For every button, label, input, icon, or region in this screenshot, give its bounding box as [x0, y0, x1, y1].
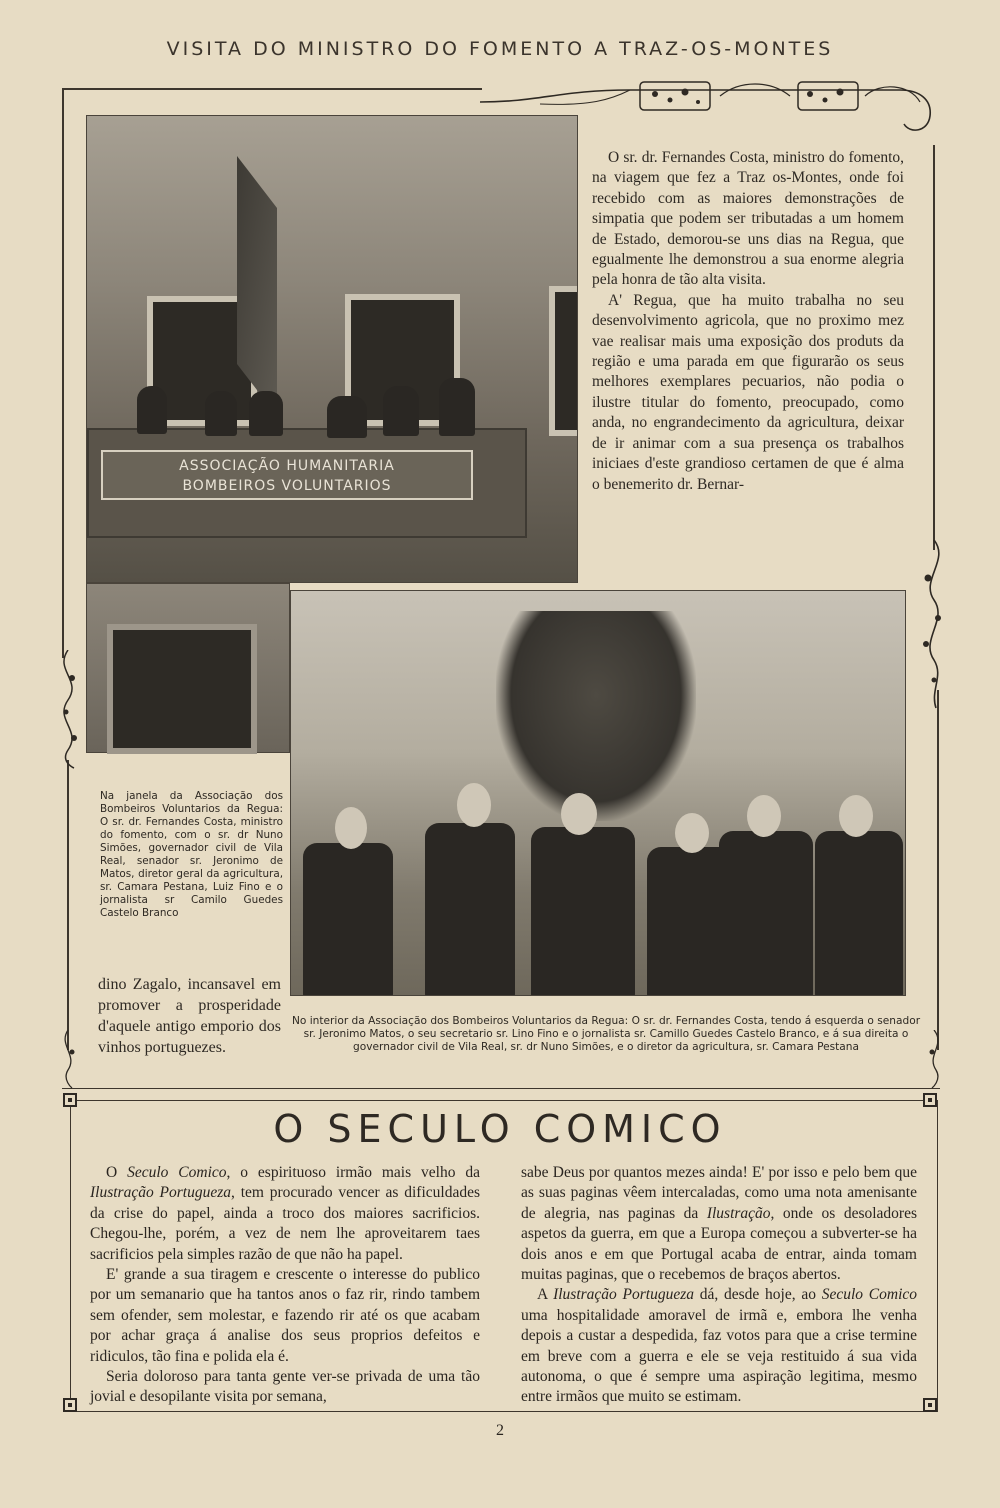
photo-person: [327, 396, 367, 438]
article-paragraph-2: A' Regua, que ha muito trabalha no seu desenvolvimento agricola, que no proximo mez vae realisar mais uma exposição dos produts da região e uma parada em que figurarão os seus melhores exemplares pecuarios, não podia o ilustre titular do fomento, preocupado, como anda, no engrandecimento da agricultura, deixar de ir animar com a sua presença os trabalhos iniciaes d'este grandioso certamen de que é alma o benemerito dr. Bernar-: [592, 291, 904, 493]
photo-window-far-right: [549, 286, 578, 436]
seculo-left-paragraph-3: Seria doloroso para tanta gente ver-se privada de uma tão jovial e desopilante visita por semana,: [90, 1368, 480, 1406]
photo-person: [815, 831, 903, 996]
plaque-line-2: BOMBEIROS VOLUNTARIOS: [182, 478, 392, 494]
photo-person: [303, 843, 393, 996]
ornament-right-bottom-icon: [918, 1030, 948, 1090]
seculo-right-column: [521, 1163, 917, 1408]
seculo-left-paragraph-1: [90, 1163, 480, 1265]
corner-square-icon: [63, 1093, 77, 1107]
photo-door: [107, 624, 257, 754]
photo-head: [335, 807, 367, 849]
photo-balcony-lower: [86, 583, 290, 753]
seculo-comico-title: O SECULO COMICO: [273, 1107, 727, 1151]
corner-square-icon: [923, 1398, 937, 1412]
text-run: O: [106, 1164, 128, 1181]
photo-balcony: [86, 115, 578, 583]
article-paragraph-1: O sr. dr. Fernandes Costa, ministro do fomento, na viagem que fez a Traz os-Montes, onde foi recebido com as maiores demonstrações de simpatia que podem ser tributadas a um homem de Estado, demorou-se uns dias na Regua, que egualmente lhe demonstrou a sua enorme alegria pela honra de tão alta visita.: [592, 149, 904, 289]
text-run-italic: Seculo Comico: [821, 1286, 918, 1304]
text-run: A: [537, 1286, 554, 1304]
photo-head: [839, 795, 873, 837]
text-run-italic: Ilustração Portugueza: [90, 1184, 232, 1202]
page-headline: VISITA DO MINISTRO DO FOMENTO A TRAZ-OS-MONTES: [166, 38, 834, 60]
seculo-right-paragraph-1: [521, 1163, 917, 1285]
photo-group: [290, 590, 906, 996]
photo-person: [249, 391, 283, 436]
page-number: 2: [496, 1422, 504, 1439]
text-run-italic: Seculo Comico: [127, 1164, 227, 1181]
article-continuation: dino Zagalo, incansavel em promover a prosperidade d'aquele antigo emporio dos vinhos portuguezes.: [98, 976, 281, 1056]
frame-left-line-lower: [67, 760, 69, 1050]
text-run-italic: Ilustração: [706, 1204, 771, 1222]
photo-group-caption: No interior da Associação dos Bombeiros Voluntarios da Regua: O sr. dr. Fernandes Costa, tendo á esquerda o senador sr. Jeronimo Matos, o seu secretario sr. Lino Fino e o jornalista sr. Camillo Guedes Castelo Branco, e á sua direita o governador civil de Vila Real, sr. dr Nuno Simões, e o diretor da agricultura, sr. Camara Pestana: [291, 1015, 921, 1053]
photo-plaque: [101, 450, 473, 500]
photo-person: [137, 386, 167, 434]
seculo-right-paragraph-2: [521, 1285, 917, 1407]
text-run: , onde os desoladores aspetos da guerra, em que a Europa começou a subverter-se ha dois anos e em que Portugal acaba de entrar, ainda tomam muitas paginas, que o recebemos de braços abertos.: [521, 1204, 917, 1284]
frame-right-line: [933, 145, 935, 550]
photo-person: [425, 823, 515, 996]
text-run: sabe Deus por quantos mezes ainda! E' por isso e pelo bem que as suas paginas vêem intercaladas, como uma nota amenisante de alegria, nas paginas da: [521, 1164, 917, 1222]
photo-person: [719, 831, 813, 996]
frame-right-line-lower: [937, 690, 939, 1050]
frame-left-line: [62, 88, 64, 658]
frame-bottom-line: [62, 1088, 940, 1089]
text-run-italic: Ilustração Portugueza: [553, 1286, 695, 1304]
text-run: , tem procurado vencer as dificuldades da crise do papel, ainda a troco dos maiores sacrificios. Chegou-lhe, porém, a vez de nem lhe aproveitarem taes sacrificios pela simples razão de que não ha papel.: [90, 1184, 481, 1263]
photo-head: [457, 783, 491, 827]
article-column: [592, 148, 904, 495]
corner-square-icon: [63, 1398, 77, 1412]
photo-person: [383, 386, 419, 436]
photo-person: [205, 391, 237, 436]
photo-balcony-caption: Na janela da Associação dos Bombeiros Voluntarios da Regua: O sr. dr. Fernandes Costa, ministro do fomento, com o sr. dr Nuno Simões, governador civil de Vila Real, senador sr. Jeronimo de Matos, diretor geral da agricultura, sr. Camara Pestana, Luiz Fino e o jornalista sr Camilo Guedes Castelo Branco: [100, 790, 283, 919]
text-run: dá, desde hoje, ao: [694, 1286, 822, 1304]
ornament-left-bottom-icon: [58, 1030, 88, 1090]
photo-person: [531, 827, 635, 996]
corner-square-icon: [923, 1093, 937, 1107]
seculo-left-column: [90, 1163, 480, 1408]
photo-head: [561, 793, 597, 835]
frame-top-line: [62, 88, 482, 90]
ornament-right-icon: [900, 540, 950, 710]
photo-head: [675, 813, 709, 853]
text-run: uma hospitalidade amoravel de irmã e, embora lhe venha depois a custar a despedida, faz votos para que a crise termine em breve com a guerra e ele se veja restituido á sua vida autonoma, o que é sempre uma aspiração legitima, mesmo entre irmãos que muito se estimam.: [521, 1306, 917, 1406]
text-run: , o espirituoso irmão mais velho da: [226, 1164, 480, 1181]
plaque-line-1: ASSOCIAÇÃO HUMANITARIA: [179, 458, 395, 474]
photo-person: [439, 378, 475, 436]
photo-flags-cluster: [496, 611, 696, 821]
seculo-left-paragraph-2: E' grande a sua tiragem e crescente o interesse do publico por um semanario que ha tantos anos o faz rir, rindo tambem sem ofender, sem molestar, e fazendo rir até os que acabam por achar graça á analise dos seus proprios defeitos e ridiculos, tão fina e polida ela é.: [90, 1266, 480, 1365]
photo-head: [747, 795, 781, 837]
